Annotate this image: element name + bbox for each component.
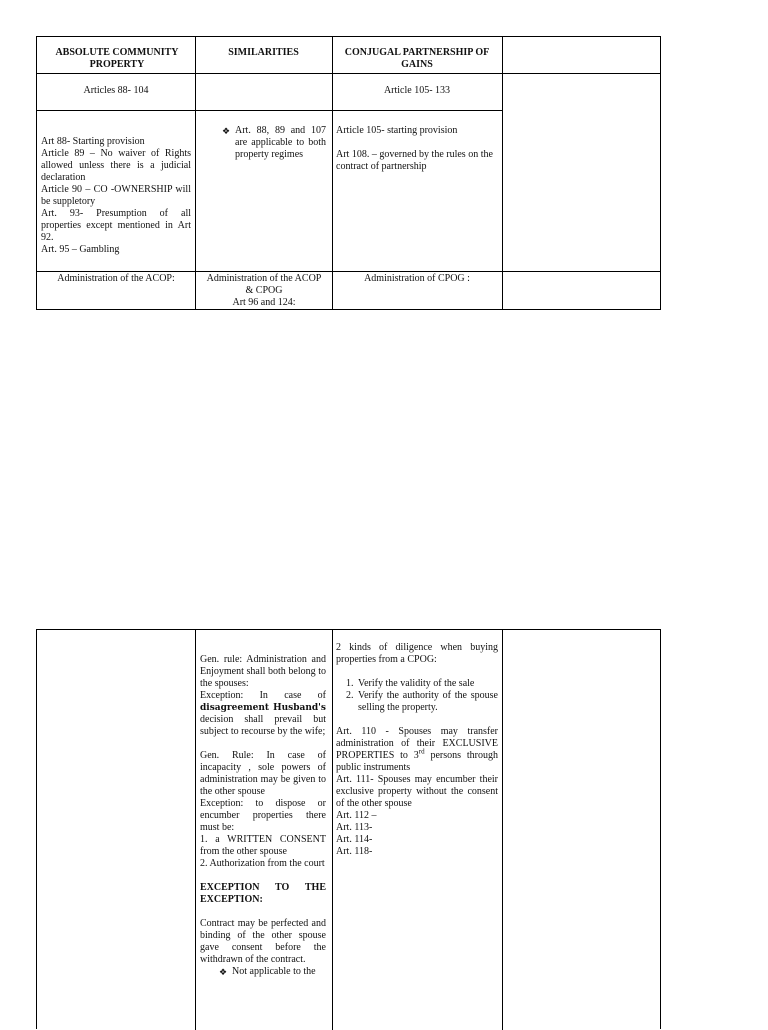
similar-admin-label <box>196 273 332 309</box>
header-similarities: SIMILARITIES <box>228 47 299 58</box>
cpg-admin-rules <box>336 642 498 858</box>
acp-admin-label: Administration of the ACOP: <box>57 273 175 284</box>
not-applicable-text: Not applicable to the <box>232 966 316 977</box>
diligence-item: 2. Verify the authority of the spouse selling the property. <box>356 690 498 714</box>
cpg-admin-label: Administration of CPOG : <box>364 273 470 284</box>
similar-admin-line3: Art 96 and 124: <box>232 297 296 308</box>
exception-2-item-1: 1. a WRITTEN CONSENT from the other spouse <box>200 834 326 857</box>
similar-admin-rules <box>200 654 326 978</box>
acp-provision-95: Art. 95 – Gambling <box>41 244 120 255</box>
cpg-provisions <box>336 125 498 173</box>
art-110-a: Art. 110 - Spouses may transfer administration of their EXCLUSIVE PROPERTIES to 3 <box>336 726 498 761</box>
exception-2-item-2: 2. Authorization from the court <box>200 858 325 869</box>
cpg-articles: Article 105- 133 <box>383 85 451 96</box>
comparison-table-top <box>36 36 661 310</box>
art-118: Art. 118- <box>336 846 373 857</box>
similar-admin-line2: & CPOG <box>245 285 283 296</box>
diligence-item: 1. Verify the validity of the sale <box>356 678 498 690</box>
diligence-list <box>336 678 498 714</box>
exception-1-a: Exception: In case of <box>200 690 326 701</box>
cpg-provision-105: Article 105- starting provision <box>336 125 458 136</box>
acp-articles: Articles 88- 104 <box>83 85 149 96</box>
art-113: Art. 113- <box>336 822 373 833</box>
gen-rule-2: Gen. Rule: In case of incapacity , sole powers of administration may be given to the other spouse <box>200 750 326 797</box>
art-110-b: persons through public instruments <box>336 750 498 773</box>
exception-2: Exception: to dispose or encumber properties there must be: <box>200 798 326 833</box>
acp-provision-89: Article 89 – No waiver of Rights allowed unless there is a judicial declaration <box>41 148 191 183</box>
exception-1-c: decision shall prevail but subject to recourse by the wife; <box>200 714 326 737</box>
diamond-bullet-icon: ❖ <box>221 126 231 136</box>
exception-heading: EXCEPTION TO THE EXCEPTION: <box>200 882 326 905</box>
acp-provision-90: Article 90 – CO -OWNERSHIP will be suppletory <box>41 184 191 207</box>
art-112: Art. 112 – <box>336 810 377 821</box>
exception-to-exception-text: Contract may be perfected and binding of the other spouse gave consent before the withdrawn of the contract. <box>200 918 326 965</box>
acp-provision-88: Art 88- Starting provision <box>41 136 145 147</box>
diamond-bullet-icon: ❖ <box>218 967 228 977</box>
similarities-provisions <box>217 125 326 161</box>
comparison-table-continued <box>36 629 661 1029</box>
art-110-sup: rd <box>418 747 425 756</box>
art-111: Art. 111- Spouses may encumber their exclusive property without the consent of the other spouse <box>336 774 498 809</box>
art-114: Art. 114- <box>336 834 373 845</box>
acp-provision-93: Art. 93- Presumption of all properties except mentioned in Art 92. <box>41 208 191 243</box>
diligence-intro: 2 kinds of diligence when buying properties from a CPOG: <box>336 642 498 665</box>
header-acp: ABSOLUTE COMMUNITY PROPERTY <box>55 47 179 70</box>
gen-rule-1: Gen. rule: Administration and Enjoyment shall both belong to the spouses: <box>200 654 326 689</box>
similar-admin-line1: Administration of the ACOP <box>206 273 322 284</box>
header-cpg: CONJUGAL PARTNERSHIP OF GAINS <box>344 47 490 70</box>
exception-1-b: disagreement Husband's <box>200 703 326 713</box>
exception-1 <box>200 690 326 738</box>
similar-bullet-text: Art. 88, 89 and 107 are applicable to both property regimes <box>235 125 326 160</box>
acp-provisions <box>41 136 191 256</box>
art-110 <box>336 726 498 774</box>
cpg-provision-108: Art 108. – governed by the rules on the contract of partnership <box>336 149 493 172</box>
